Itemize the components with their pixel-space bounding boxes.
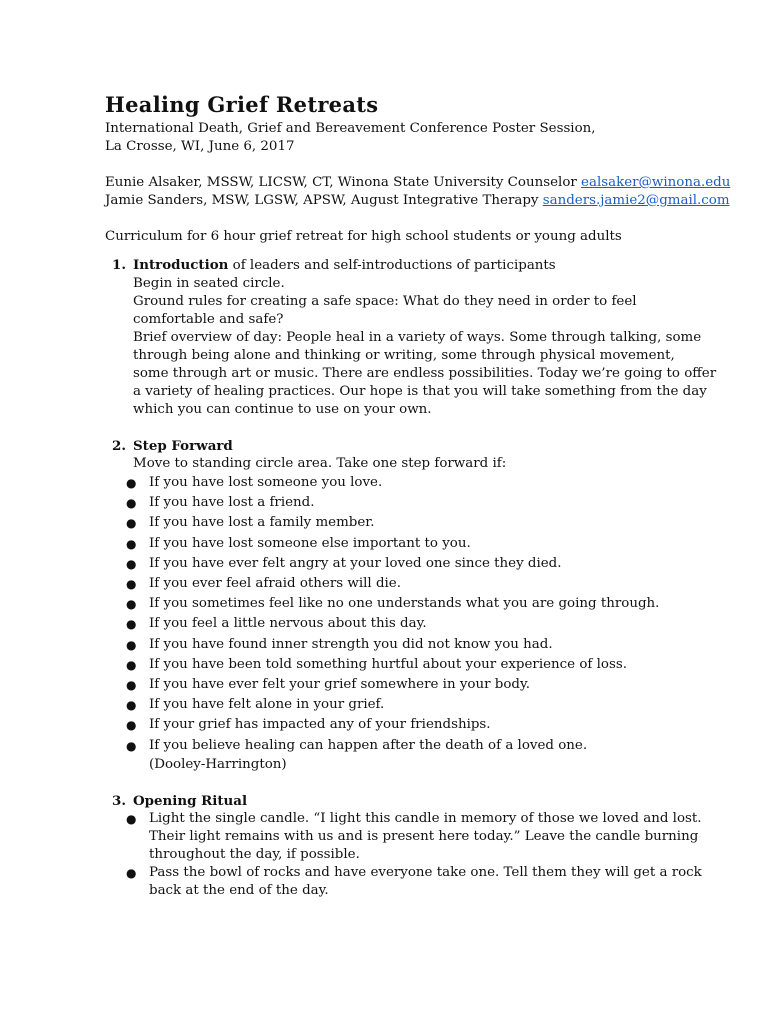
section-heading-line: [133, 256, 745, 275]
list-item: [126, 715, 745, 735]
section-text-line: Brief overview of day: People heal in a variety of ways. Some through talking, some: [133, 330, 702, 345]
list-item-text: If you sometimes feel like no one understands what you are going through.: [149, 596, 660, 612]
list-item: [126, 695, 745, 715]
list-item-text: If you believe healing can happen after the death of a loved one.: [149, 737, 588, 753]
list-item: [126, 513, 745, 533]
subtitle-line: International Death, Grief and Bereavement Conference Poster Session,: [105, 121, 596, 136]
list-item-line: Their light remains with us and is present here today.” Leave the candle burning: [149, 828, 699, 844]
list-item-text: If you ever feel afraid others will die.: [149, 576, 401, 592]
section-text-line: a variety of healing practices. Our hope is that you will take something from the day: [133, 384, 707, 399]
list-item-text: If you have lost a friend.: [149, 495, 315, 511]
list-item: [126, 493, 745, 513]
bullet-icon: ●: [126, 556, 137, 571]
section-heading: Step Forward: [133, 438, 233, 454]
section-number: 2.: [112, 438, 126, 454]
author-credentials: Jamie Sanders, MSW, LGSW, APSW, August Integrative Therapy: [105, 193, 543, 208]
section-heading: Introduction: [133, 257, 229, 273]
list-item: [126, 594, 745, 614]
list-item: [126, 614, 745, 634]
list-item-text: If you have found inner strength you did not know you had.: [149, 636, 553, 652]
list-item: [126, 736, 745, 756]
list-item-text: If your grief has impacted any of your friendships.: [149, 717, 491, 733]
bullet-icon: ●: [126, 865, 137, 880]
section-heading: Opening Ritual: [133, 792, 248, 809]
section-text-line: which you can continue to use on your own.: [133, 402, 432, 417]
list-item-text: If you have been told something hurtful about your experience of loss.: [149, 656, 627, 672]
list-item: [126, 655, 745, 675]
list-item-text: If you have lost a family member.: [149, 515, 375, 531]
section-text-line: through being alone and thinking or writing, some through physical movement,: [133, 348, 675, 363]
list-item: [126, 864, 745, 900]
section-text-line: some through art or music. There are endless possibilities. Today we’re going to offer: [133, 366, 717, 381]
author-credentials: Eunie Alsaker, MSSW, LICSW, CT, Winona State University Counselor: [105, 175, 582, 190]
bullet-icon: ●: [126, 657, 137, 672]
list-item-line: back at the end of the day.: [149, 882, 329, 898]
bullet-icon: ●: [126, 617, 137, 632]
list-item-line: Pass the bowl of rocks and have everyone take one. Tell them they will get a rock: [149, 864, 702, 880]
list-item-text: If you have lost someone else important to you.: [149, 535, 471, 551]
section-step-forward: [105, 437, 745, 774]
document-title: Healing Grief Retreats: [105, 92, 379, 117]
bullet-icon: ●: [126, 476, 137, 490]
section-number: 1.: [112, 257, 126, 273]
bullet-list: [126, 810, 745, 900]
citation: (Dooley-Harrington): [149, 756, 287, 772]
list-item-text: If you have lost someone you love.: [149, 475, 383, 490]
section-intro: Move to standing circle area. Take one step forward if:: [133, 456, 507, 471]
section-heading-rest: of leaders and self-introductions of participants: [228, 258, 556, 273]
list-item: [126, 675, 745, 695]
bullet-icon: ●: [126, 738, 137, 753]
subtitle-line: La Crosse, WI, June 6, 2017: [105, 139, 295, 154]
list-item-text: If you have ever felt your grief somewhere in your body.: [149, 677, 531, 693]
section-text-line: comfortable and safe?: [133, 312, 284, 327]
author-line: [105, 174, 745, 192]
list-item: [126, 554, 745, 574]
author-email-link[interactable]: ealsaker@winona.edu: [581, 175, 731, 190]
section-opening-ritual: [105, 792, 745, 900]
curriculum-description: Curriculum for 6 hour grief retreat for high school students or young adults: [105, 229, 622, 244]
bullet-icon: ●: [126, 698, 137, 713]
bullet-icon: ●: [126, 811, 137, 826]
list-item: [126, 473, 745, 493]
section-text-line: Ground rules for creating a safe space: What do they need in order to feel: [133, 294, 637, 309]
authors: [105, 174, 745, 210]
bullet-icon: ●: [126, 597, 137, 612]
bullet-icon: ●: [126, 496, 137, 511]
bullet-icon: ●: [126, 678, 137, 693]
bullet-icon: ●: [126, 577, 137, 592]
bullet-icon: ●: [126, 637, 137, 652]
bullet-icon: ●: [126, 536, 137, 551]
bullet-list: [126, 473, 745, 756]
author-line: [105, 192, 745, 210]
bullet-icon: ●: [126, 718, 137, 733]
bullet-icon: ●: [126, 516, 137, 531]
author-email-link[interactable]: sanders.jamie2@gmail.com: [542, 193, 730, 208]
list-item-text: If you feel a little nervous about this day.: [149, 616, 427, 632]
list-item-line: throughout the day, if possible.: [149, 846, 360, 862]
subtitle: [105, 120, 745, 156]
list-item-text: If you have felt alone in your grief.: [149, 697, 385, 713]
section-introduction: [105, 256, 745, 419]
list-item: [126, 534, 745, 554]
list-item: [126, 810, 745, 864]
list-item: [126, 574, 745, 594]
section-text-line: Begin in seated circle.: [133, 276, 285, 291]
list-item: [126, 635, 745, 655]
list-item-line: Light the single candle. “I light this candle in memory of those we loved and lost.: [149, 810, 702, 826]
list-item-text: If you have ever felt angry at your loved one since they died.: [149, 555, 562, 571]
section-number: 3.: [112, 792, 126, 809]
document-body: [105, 92, 745, 900]
